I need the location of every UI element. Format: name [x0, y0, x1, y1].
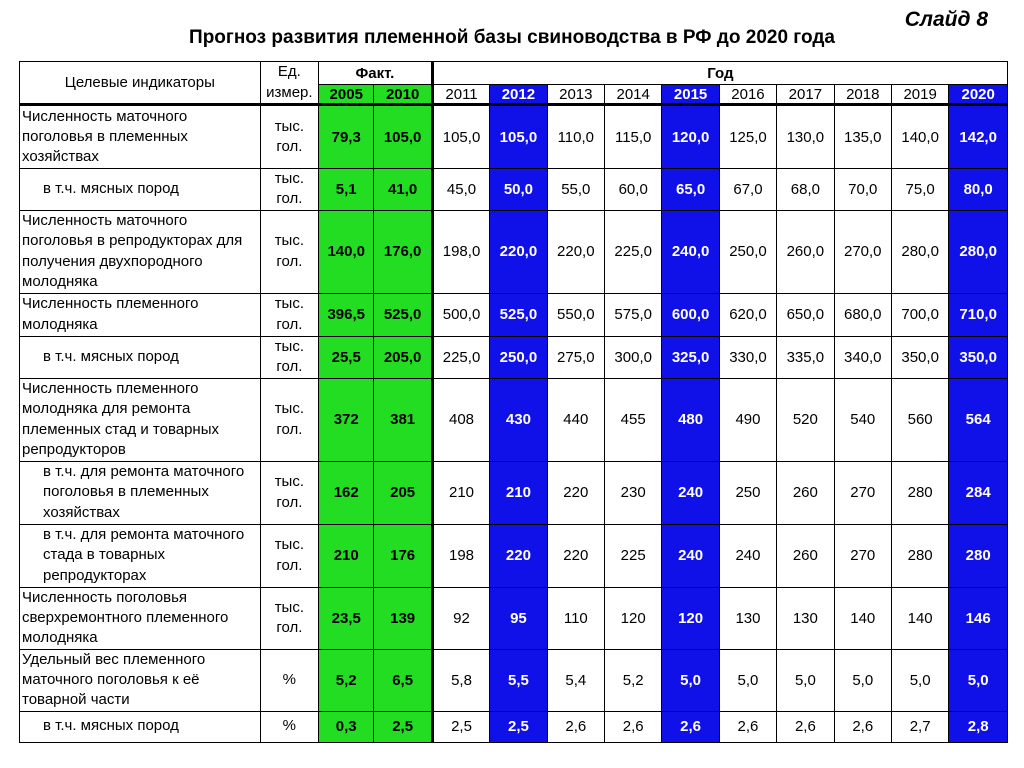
forecast-value-cell: 550,0 — [547, 293, 604, 336]
forecast-value-cell: 5,0 — [891, 649, 948, 711]
forecast-value-cell: 300,0 — [605, 336, 662, 378]
unit-cell: тыс. гол. — [260, 210, 318, 293]
year-header-cell: 2013 — [547, 85, 604, 105]
table-row — [20, 524, 1008, 587]
forecast-value-cell: 2,6 — [605, 711, 662, 742]
sub-indicator-cell: в т.ч. для ремонта маточного стада в товарных репродукторах — [20, 524, 261, 587]
forecast-value-cell: 2,8 — [949, 711, 1008, 742]
forecast-value-cell: 220 — [490, 524, 547, 587]
forecast-value-cell: 500,0 — [432, 293, 489, 336]
forecast-value-cell: 2,5 — [432, 711, 489, 742]
sub-indicator-cell: в т.ч. мясных пород — [20, 336, 261, 378]
forecast-value-cell: 560 — [891, 378, 948, 461]
forecast-value-cell: 575,0 — [605, 293, 662, 336]
fact-value-cell: 105,0 — [374, 105, 432, 169]
year-header-cell: 2016 — [719, 85, 776, 105]
forecast-value-cell: 2,7 — [891, 711, 948, 742]
table-body — [20, 105, 1008, 743]
forecast-value-cell: 280 — [891, 461, 948, 524]
year-header-cell: 2012 — [490, 85, 547, 105]
forecast-value-cell: 520 — [777, 378, 834, 461]
forecast-value-cell: 350,0 — [891, 336, 948, 378]
forecast-value-cell: 440 — [547, 378, 604, 461]
forecast-value-cell: 260 — [777, 461, 834, 524]
forecast-value-cell: 250 — [719, 461, 776, 524]
forecast-value-cell: 490 — [719, 378, 776, 461]
table-row — [20, 378, 1008, 461]
forecast-value-cell: 350,0 — [949, 336, 1008, 378]
fact-value-cell: 0,3 — [319, 711, 374, 742]
forecast-value-cell: 275,0 — [547, 336, 604, 378]
forecast-value-cell: 5,0 — [949, 649, 1008, 711]
forecast-value-cell: 130 — [777, 587, 834, 649]
forecast-value-cell: 2,6 — [547, 711, 604, 742]
forecast-value-cell: 110,0 — [547, 105, 604, 169]
unit-cell: тыс. гол. — [260, 524, 318, 587]
indicator-cell: Численность племенного молодняка — [20, 293, 261, 336]
fact-value-cell: 2,5 — [374, 711, 432, 742]
unit-cell: тыс. гол. — [260, 378, 318, 461]
forecast-value-cell: 270 — [834, 524, 891, 587]
unit-cell: % — [260, 711, 318, 742]
forecast-value-cell: 95 — [490, 587, 547, 649]
forecast-value-cell: 5,0 — [662, 649, 719, 711]
forecast-value-cell: 60,0 — [605, 169, 662, 211]
header-row-1 — [20, 62, 1008, 85]
forecast-value-cell: 105,0 — [432, 105, 489, 169]
indicator-cell: Численность маточного поголовья в племенных хозяйствах — [20, 105, 261, 169]
year-header-cell: 2019 — [891, 85, 948, 105]
fact-value-cell: 140,0 — [319, 210, 374, 293]
forecast-value-cell: 135,0 — [834, 105, 891, 169]
slide-label: Слайд 8 — [904, 8, 988, 31]
forecast-value-cell: 540 — [834, 378, 891, 461]
forecast-value-cell: 230 — [605, 461, 662, 524]
forecast-value-cell: 45,0 — [432, 169, 489, 211]
fact-value-cell: 5,1 — [319, 169, 374, 211]
page-title — [0, 27, 1024, 49]
unit-header-line2: измер. — [266, 83, 313, 101]
table-row — [20, 587, 1008, 649]
forecast-value-cell: 225,0 — [605, 210, 662, 293]
forecast-value-cell: 240 — [662, 524, 719, 587]
forecast-value-cell: 140,0 — [891, 105, 948, 169]
forecast-value-cell: 2,6 — [719, 711, 776, 742]
fact-value-cell: 525,0 — [374, 293, 432, 336]
year-header: Год — [432, 62, 1007, 85]
forecast-value-cell: 140 — [834, 587, 891, 649]
fact-value-cell: 396,5 — [319, 293, 374, 336]
forecast-value-cell: 5,0 — [834, 649, 891, 711]
fact-value-cell: 23,5 — [319, 587, 374, 649]
indicator-cell: Численность племенного молодняка для ремонта племенных стад и товарных репродукторов — [20, 378, 261, 461]
forecast-value-cell: 280 — [949, 524, 1008, 587]
forecast-value-cell: 225 — [605, 524, 662, 587]
forecast-value-cell: 240,0 — [662, 210, 719, 293]
unit-header-line1: Ед. — [277, 63, 301, 81]
fact-value-cell: 79,3 — [319, 105, 374, 169]
fact-value-cell: 176,0 — [374, 210, 432, 293]
forecast-value-cell: 130,0 — [777, 105, 834, 169]
forecast-value-cell: 5,0 — [719, 649, 776, 711]
year-header-cell: 2011 — [432, 85, 489, 105]
forecast-value-cell: 2,6 — [662, 711, 719, 742]
table-row — [20, 461, 1008, 524]
fact-value-cell: 205,0 — [374, 336, 432, 378]
forecast-value-cell: 110 — [547, 587, 604, 649]
forecast-value-cell: 340,0 — [834, 336, 891, 378]
forecast-value-cell: 67,0 — [719, 169, 776, 211]
forecast-value-cell: 325,0 — [662, 336, 719, 378]
page-title-text: Прогноз развития племенной базы свиноводства в РФ до 2020 года — [189, 27, 835, 48]
forecast-value-cell: 5,0 — [777, 649, 834, 711]
forecast-value-cell: 680,0 — [834, 293, 891, 336]
forecast-value-cell: 210 — [432, 461, 489, 524]
table-row — [20, 649, 1008, 711]
forecast-value-cell: 270,0 — [834, 210, 891, 293]
forecast-value-cell: 5,2 — [605, 649, 662, 711]
forecast-value-cell: 198,0 — [432, 210, 489, 293]
forecast-value-cell: 270 — [834, 461, 891, 524]
forecast-value-cell: 700,0 — [891, 293, 948, 336]
sub-indicator-cell: в т.ч. мясных пород — [20, 711, 261, 742]
fact-year-header: 2010 — [374, 85, 432, 105]
sub-indicator-cell: в т.ч. мясных пород — [20, 169, 261, 211]
fact-year-header: 2005 — [319, 85, 374, 105]
forecast-value-cell: 55,0 — [547, 169, 604, 211]
unit-cell: тыс. гол. — [260, 169, 318, 211]
table-row — [20, 105, 1008, 169]
fact-value-cell: 41,0 — [374, 169, 432, 211]
forecast-value-cell: 210 — [490, 461, 547, 524]
forecast-value-cell: 280,0 — [949, 210, 1008, 293]
forecast-value-cell: 620,0 — [719, 293, 776, 336]
forecast-value-cell: 70,0 — [834, 169, 891, 211]
forecast-value-cell: 92 — [432, 587, 489, 649]
fact-value-cell: 5,2 — [319, 649, 374, 711]
fact-value-cell: 139 — [374, 587, 432, 649]
forecast-value-cell: 105,0 — [490, 105, 547, 169]
forecast-value-cell: 2,6 — [777, 711, 834, 742]
fact-header: Факт. — [319, 62, 433, 85]
forecast-value-cell: 220,0 — [490, 210, 547, 293]
forecast-value-cell: 525,0 — [490, 293, 547, 336]
forecast-value-cell: 140 — [891, 587, 948, 649]
unit-cell: % — [260, 649, 318, 711]
fact-value-cell: 372 — [319, 378, 374, 461]
unit-cell: тыс. гол. — [260, 293, 318, 336]
indicator-cell: Численность маточного поголовья в репродукторах для получения двухпородного молодняка — [20, 210, 261, 293]
fact-value-cell: 381 — [374, 378, 432, 461]
forecast-value-cell: 260,0 — [777, 210, 834, 293]
forecast-value-cell: 5,8 — [432, 649, 489, 711]
forecast-value-cell: 280,0 — [891, 210, 948, 293]
year-header-cell: 2015 — [662, 85, 719, 105]
forecast-value-cell: 240 — [719, 524, 776, 587]
fact-value-cell: 162 — [319, 461, 374, 524]
forecast-value-cell: 120 — [662, 587, 719, 649]
forecast-value-cell: 50,0 — [490, 169, 547, 211]
forecast-value-cell: 650,0 — [777, 293, 834, 336]
unit-cell: тыс. гол. — [260, 461, 318, 524]
forecast-value-cell: 5,4 — [547, 649, 604, 711]
forecast-value-cell: 330,0 — [719, 336, 776, 378]
forecast-value-cell: 198 — [432, 524, 489, 587]
year-header-cell: 2018 — [834, 85, 891, 105]
unit-header — [260, 62, 318, 105]
unit-cell: тыс. гол. — [260, 105, 318, 169]
forecast-value-cell: 280 — [891, 524, 948, 587]
forecast-value-cell: 710,0 — [949, 293, 1008, 336]
indicator-cell: Удельный вес племенного маточного поголовья к её товарной части — [20, 649, 261, 711]
forecast-value-cell: 142,0 — [949, 105, 1008, 169]
unit-cell: тыс. гол. — [260, 587, 318, 649]
fact-value-cell: 205 — [374, 461, 432, 524]
forecast-value-cell: 600,0 — [662, 293, 719, 336]
year-header-cell: 2020 — [949, 85, 1008, 105]
forecast-value-cell: 220 — [547, 524, 604, 587]
fact-value-cell: 210 — [319, 524, 374, 587]
forecast-value-cell: 240 — [662, 461, 719, 524]
forecast-value-cell: 335,0 — [777, 336, 834, 378]
indicators-header: Целевые индикаторы — [20, 62, 261, 105]
forecast-value-cell: 480 — [662, 378, 719, 461]
forecast-value-cell: 120,0 — [662, 105, 719, 169]
year-header-cell: 2014 — [605, 85, 662, 105]
forecast-value-cell: 146 — [949, 587, 1008, 649]
table-row — [20, 293, 1008, 336]
forecast-value-cell: 284 — [949, 461, 1008, 524]
forecast-value-cell: 120 — [605, 587, 662, 649]
forecast-value-cell: 225,0 — [432, 336, 489, 378]
forecast-value-cell: 2,5 — [490, 711, 547, 742]
forecast-value-cell: 455 — [605, 378, 662, 461]
forecast-value-cell: 65,0 — [662, 169, 719, 211]
fact-value-cell: 6,5 — [374, 649, 432, 711]
indicators-table — [19, 61, 1008, 743]
table-row — [20, 210, 1008, 293]
forecast-value-cell: 260 — [777, 524, 834, 587]
forecast-value-cell: 125,0 — [719, 105, 776, 169]
forecast-value-cell: 430 — [490, 378, 547, 461]
indicator-cell: Численность поголовья сверхремонтного племенного молодняка — [20, 587, 261, 649]
forecast-value-cell: 250,0 — [719, 210, 776, 293]
sub-indicator-cell: в т.ч. для ремонта маточного поголовья в племенных хозяйствах — [20, 461, 261, 524]
forecast-value-cell: 130 — [719, 587, 776, 649]
table-row — [20, 336, 1008, 378]
forecast-value-cell: 220,0 — [547, 210, 604, 293]
fact-value-cell: 176 — [374, 524, 432, 587]
forecast-value-cell: 564 — [949, 378, 1008, 461]
year-header-cell: 2017 — [777, 85, 834, 105]
forecast-value-cell: 220 — [547, 461, 604, 524]
forecast-value-cell: 75,0 — [891, 169, 948, 211]
forecast-value-cell: 115,0 — [605, 105, 662, 169]
forecast-value-cell: 2,6 — [834, 711, 891, 742]
unit-cell: тыс. гол. — [260, 336, 318, 378]
forecast-value-cell: 80,0 — [949, 169, 1008, 211]
forecast-value-cell: 5,5 — [490, 649, 547, 711]
forecast-value-cell: 250,0 — [490, 336, 547, 378]
forecast-value-cell: 408 — [432, 378, 489, 461]
table-row — [20, 711, 1008, 742]
fact-value-cell: 25,5 — [319, 336, 374, 378]
table-row — [20, 169, 1008, 211]
forecast-value-cell: 68,0 — [777, 169, 834, 211]
